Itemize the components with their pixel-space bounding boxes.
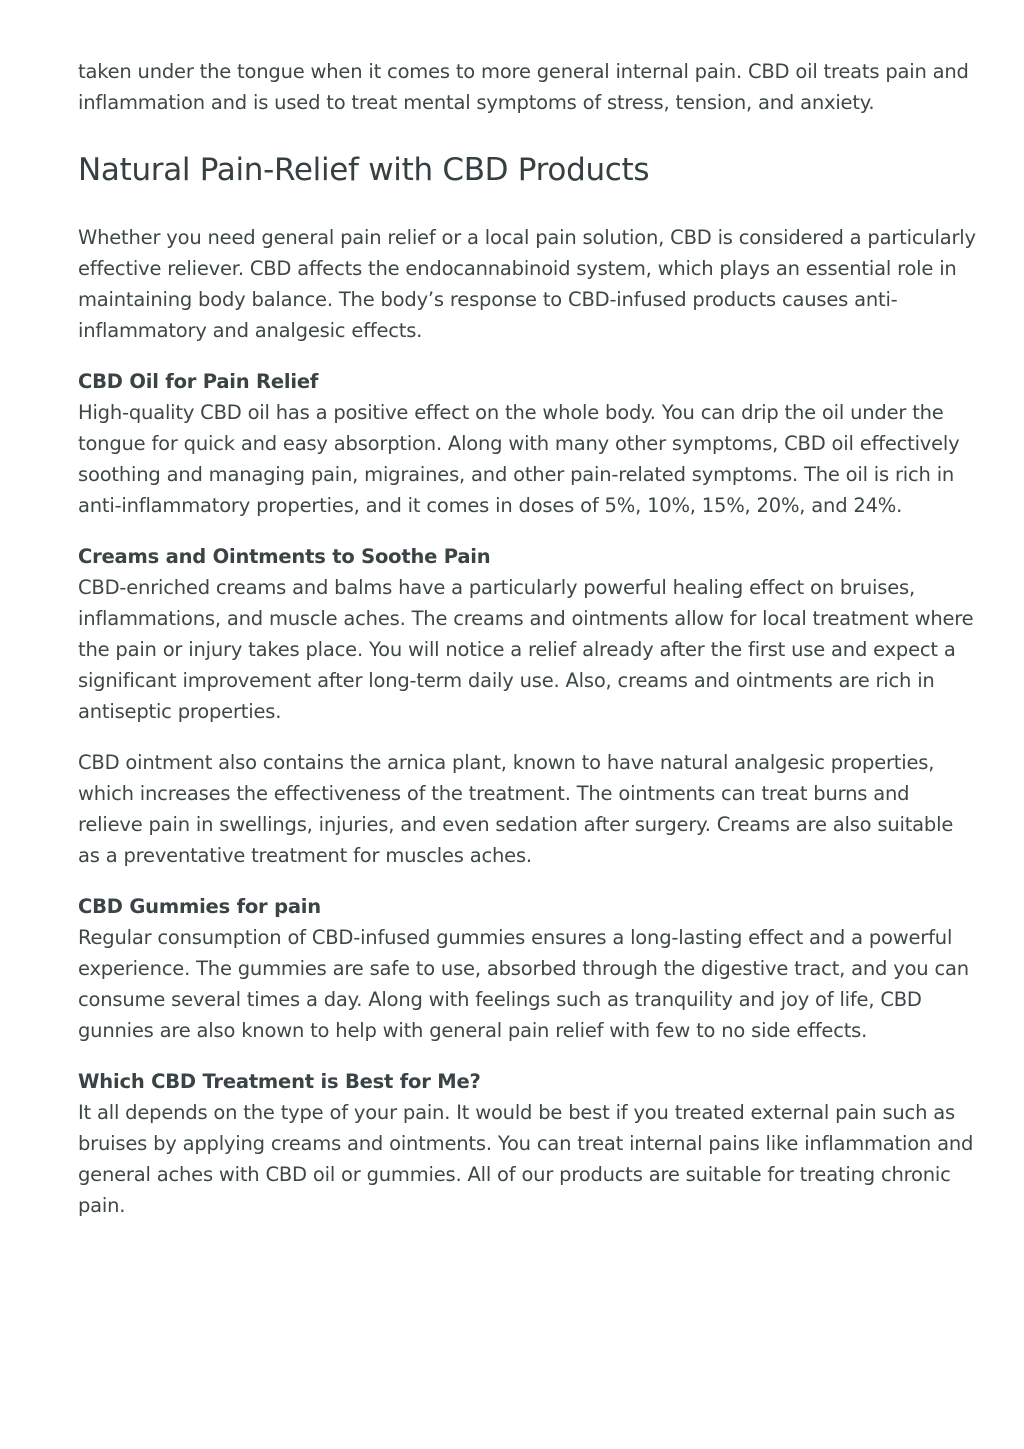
cbd-oil-paragraph: High-quality CBD oil has a positive effect on the whole body. You can drip the oil under the tongue for quick and easy absorption. Along with many other symptoms, CBD oil effectively soothing and managing pain, migraines, and other pain-related symptoms. The oil is rich in anti-inflammatory properties, and it comes in doses of 5%, 10%, 15%, 20%, and 24%. [78,401,960,517]
best-treatment-paragraph: It all depends on the type of your pain. It would be best if you treated external pain such as bruises by applying creams and ointments. You can treat internal pains like inflammation and general aches with CBD oil or gummies. All of our products are suitable for treating chronic pain. [78,1101,974,1217]
gummies-heading: CBD Gummies for pain [78,895,321,918]
lead-paragraph: Whether you need general pain relief or a local pain solution, CBD is considered a particularly effective reliever. CBD affects the endocannabinoid system, which plays an essential role in maintaining body balance. The body’s response to CBD-infused products causes anti-inflammatory and analgesic effects. [78,226,976,342]
gummies-section [78,891,978,1046]
section-title: Natural Pain-Relief with CBD Products [78,152,650,188]
gummies-paragraph: Regular consumption of CBD-infused gummies ensures a long-lasting effect and a powerful experience. The gummies are safe to use, absorbed through the digestive tract, and you can consume several times a day. Along with feelings such as tranquility and joy of life, CBD gunnies are also known to help with general pain relief with few to no side effects. [78,926,969,1042]
creams-heading: Creams and Ointments to Soothe Pain [78,545,491,568]
intro-paragraph: taken under the tongue when it comes to more general internal pain. CBD oil treats pain and inflammation and is used to treat mental symptoms of stress, tension, and anxiety. [78,60,969,114]
cbd-oil-heading: CBD Oil for Pain Relief [78,370,319,393]
document-page [78,56,978,1221]
best-treatment-heading: Which CBD Treatment is Best for Me? [78,1070,481,1093]
creams-section [78,541,978,727]
best-treatment-section [78,1066,978,1221]
creams-paragraph: CBD-enriched creams and balms have a particularly powerful healing effect on bruises, inflammations, and muscle aches. The creams and ointments allow for local treatment where the pain or injury takes place. You will notice a relief already after the first use and expect a significant improvement after long-term daily use. Also, creams and ointments are rich in antiseptic properties. [78,576,974,723]
ointment-paragraph: CBD ointment also contains the arnica plant, known to have natural analgesic properties, which increases the effectiveness of the treatment. The ointments can treat burns and relieve pain in swellings, injuries, and even sedation after surgery. Creams are also suitable as a preventative treatment for muscles aches. [78,751,954,867]
cbd-oil-section [78,366,978,521]
